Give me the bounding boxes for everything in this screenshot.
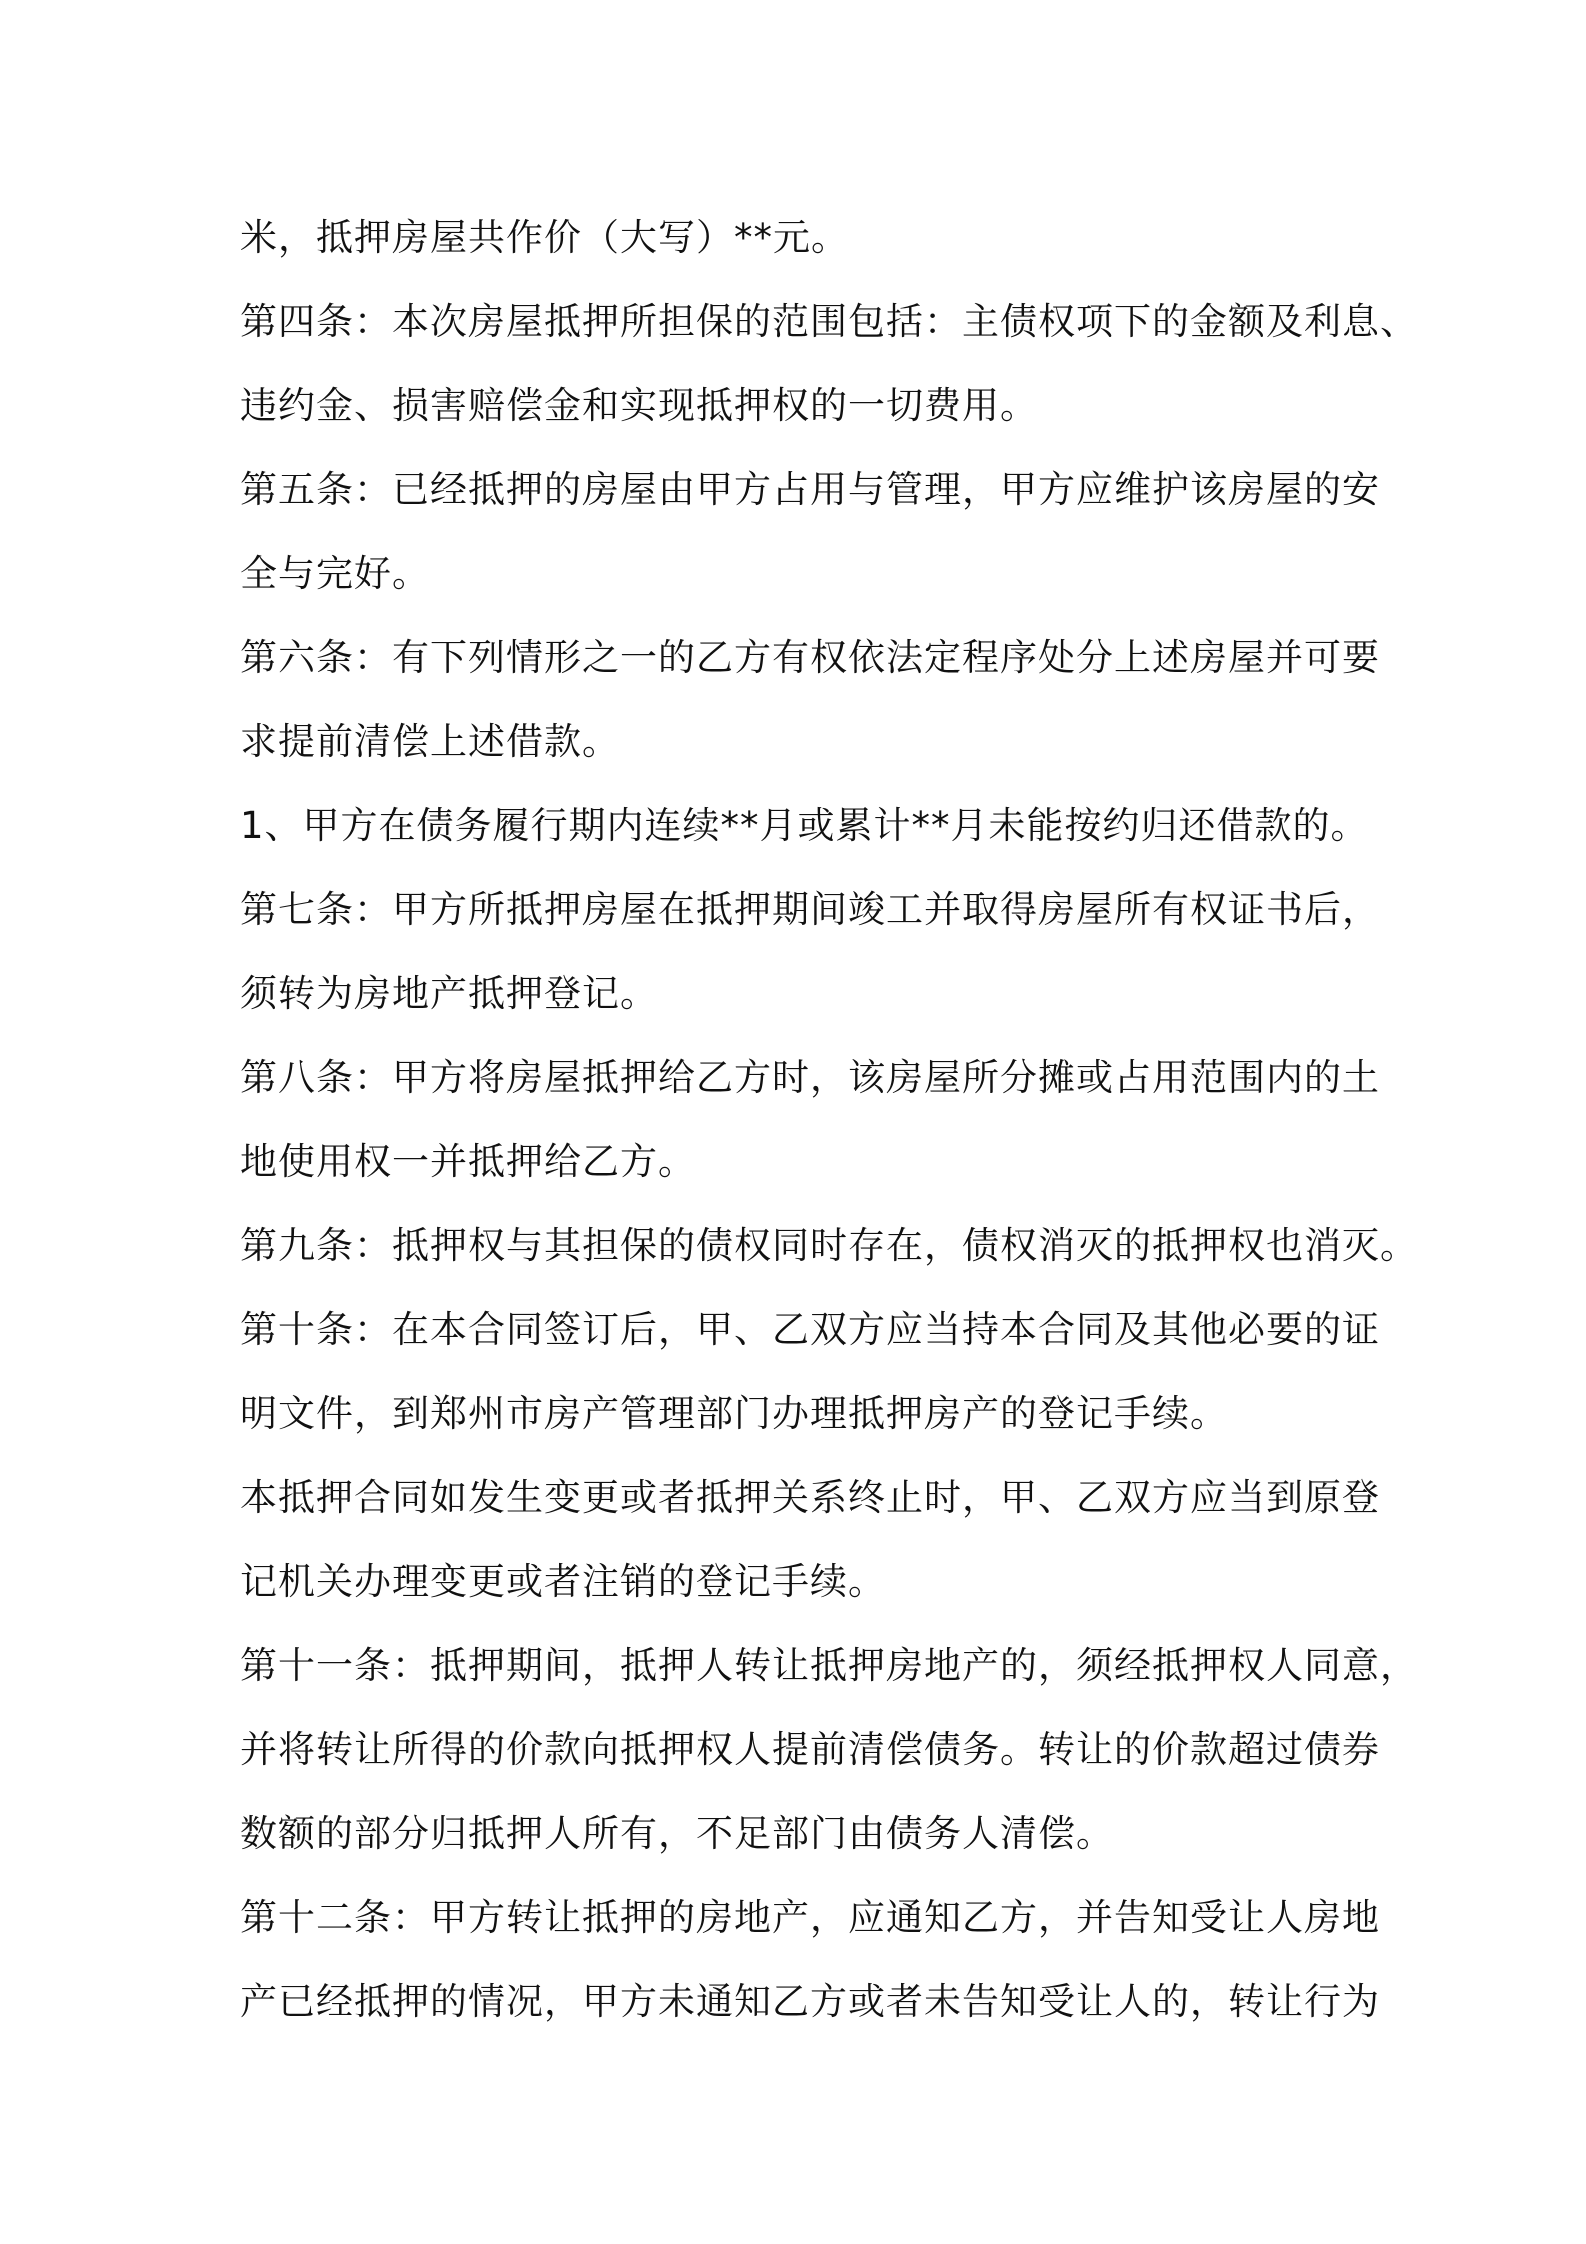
text-line: 明文件，到郑州市房产管理部门办理抵押房产的登记手续。 xyxy=(240,1392,1228,1435)
text-line: 第十一条：抵押期间，抵押人转让抵押房地产的，须经抵押权人同意， xyxy=(240,1644,1418,1687)
text-line: 记机关办理变更或者注销的登记手续。 xyxy=(240,1560,886,1603)
text-line: 须转为房地产抵押登记。 xyxy=(240,972,658,1015)
text-line: 全与完好。 xyxy=(240,552,430,595)
text-line: 第六条：有下列情形之一的乙方有权依法定程序处分上述房屋并可要 xyxy=(240,636,1380,679)
text-line: 第十二条：甲方转让抵押的房地产，应通知乙方，并告知受让人房地 xyxy=(240,1896,1380,1939)
document-body xyxy=(240,196,1418,2044)
text-line: 第五条：已经抵押的房屋由甲方占用与管理，甲方应维护该房屋的安 xyxy=(240,468,1380,511)
text-line: 第四条：本次房屋抵押所担保的范围包括：主债权项下的金额及利息、 xyxy=(240,300,1418,343)
text-line: 第八条：甲方将房屋抵押给乙方时，该房屋所分摊或占用范围内的土 xyxy=(240,1056,1380,1099)
text-line: 米，抵押房屋共作价（大写）**元。 xyxy=(240,216,849,259)
text-line: 第十条：在本合同签订后，甲、乙双方应当持本合同及其他必要的证 xyxy=(240,1308,1380,1351)
text-line: 求提前清偿上述借款。 xyxy=(240,720,620,763)
text-line: 数额的部分归抵押人所有，不足部门由债务人清偿。 xyxy=(240,1812,1114,1855)
text-line: 第七条：甲方所抵押房屋在抵押期间竣工并取得房屋所有权证书后， xyxy=(240,888,1380,931)
text-line: 本抵押合同如发生变更或者抵押关系终止时，甲、乙双方应当到原登 xyxy=(240,1476,1380,1519)
text-line: 产已经抵押的情况，甲方未通知乙方或者未告知受让人的，转让行为 xyxy=(240,1980,1380,2023)
text-line: 地使用权一并抵押给乙方。 xyxy=(240,1140,696,1183)
text-line: 违约金、损害赔偿金和实现抵押权的一切费用。 xyxy=(240,384,1038,427)
text-line: 第九条：抵押权与其担保的债权同时存在，债权消灭的抵押权也消灭。 xyxy=(240,1224,1418,1267)
text-line: 并将转让所得的价款向抵押权人提前清偿债务。转让的价款超过债券 xyxy=(240,1728,1380,1771)
text-line: 1、甲方在债务履行期内连续**月或累计**月未能按约归还借款的。 xyxy=(240,804,1369,847)
